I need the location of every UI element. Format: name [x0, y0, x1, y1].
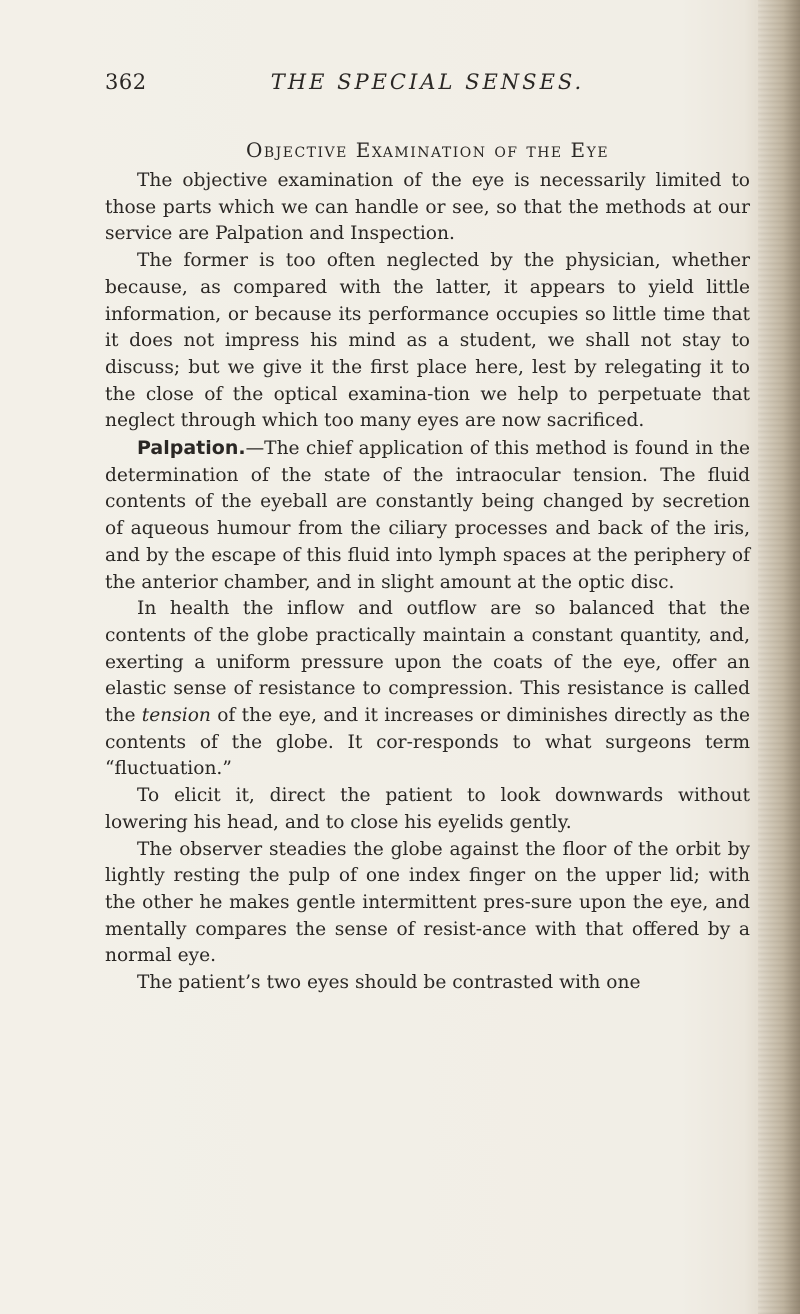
tension-text-before: In health the inflow and outflow are so balanced that the contents of the globe practically maintain a constant quantity, and, exerting a uniform pressure upon the coats of the eye, offer an elastic sense of resistance to compression. This resistance is called the: [105, 598, 750, 727]
section-title: Objective Examination of the Eye: [245, 138, 610, 162]
paragraph-observer: The observer steadies the globe against the floor of the orbit by lightly resting the pulp of one index finger on the upper lid; with the other he makes gentle intermittent pres-sure upon the eye, and mentally compares the sense of resist-ance with that offered by a normal eye.: [105, 838, 750, 967]
palpation-text: —The chief application of this method is found in the determination of the state of the intraocular tension. The fluid contents of the eyeball are constantly being changed by secretion of aqueous humour from the ciliary processes and back of the iris, and by the escape of this fluid into lymph spaces at the periphery of the anterior chamber, and in slight amount at the optic disc.: [105, 438, 750, 593]
tension-text-after: of the eye, and it increases or diminishes directly as the contents of the globe. It cor-responds to what surgeons term “fluctuation.”: [105, 705, 750, 780]
paragraph-contrast: The patient’s two eyes should be contrasted with one: [137, 972, 641, 994]
page-number: 362: [105, 70, 147, 94]
page-edge-shadow: [758, 0, 800, 1314]
paragraph-tension: [105, 596, 750, 783]
paragraph-former-neglected: The former is too often neglected by the physician, whether because, as compared with the latter, it appears to yield little information, or because its performance occupies so little time that it does not impress his mind as a student, we shall not stay to discuss; but we give it the first place here, lest by relegating it to the close of the optical examina-tion we help to perpetuate that neglect through which too many eyes are now sacrificed.: [105, 250, 750, 432]
tension-emphasis: tension: [141, 705, 211, 727]
palpation-heading: Palpation.: [137, 437, 246, 460]
page-header: [105, 70, 750, 106]
paragraph-elicit: To elicit it, direct the patient to look downwards without lowering his head, and to close his eyelids gently.: [105, 785, 750, 833]
running-title: THE SPECIAL SENSES.: [270, 70, 585, 94]
body-text: [105, 168, 750, 997]
paragraph-palpation: [105, 435, 750, 596]
paragraph-intro: The objective examination of the eye is necessarily limited to those parts which we can handle or see, so that the methods at our service are Palpation and Inspection.: [105, 170, 750, 245]
